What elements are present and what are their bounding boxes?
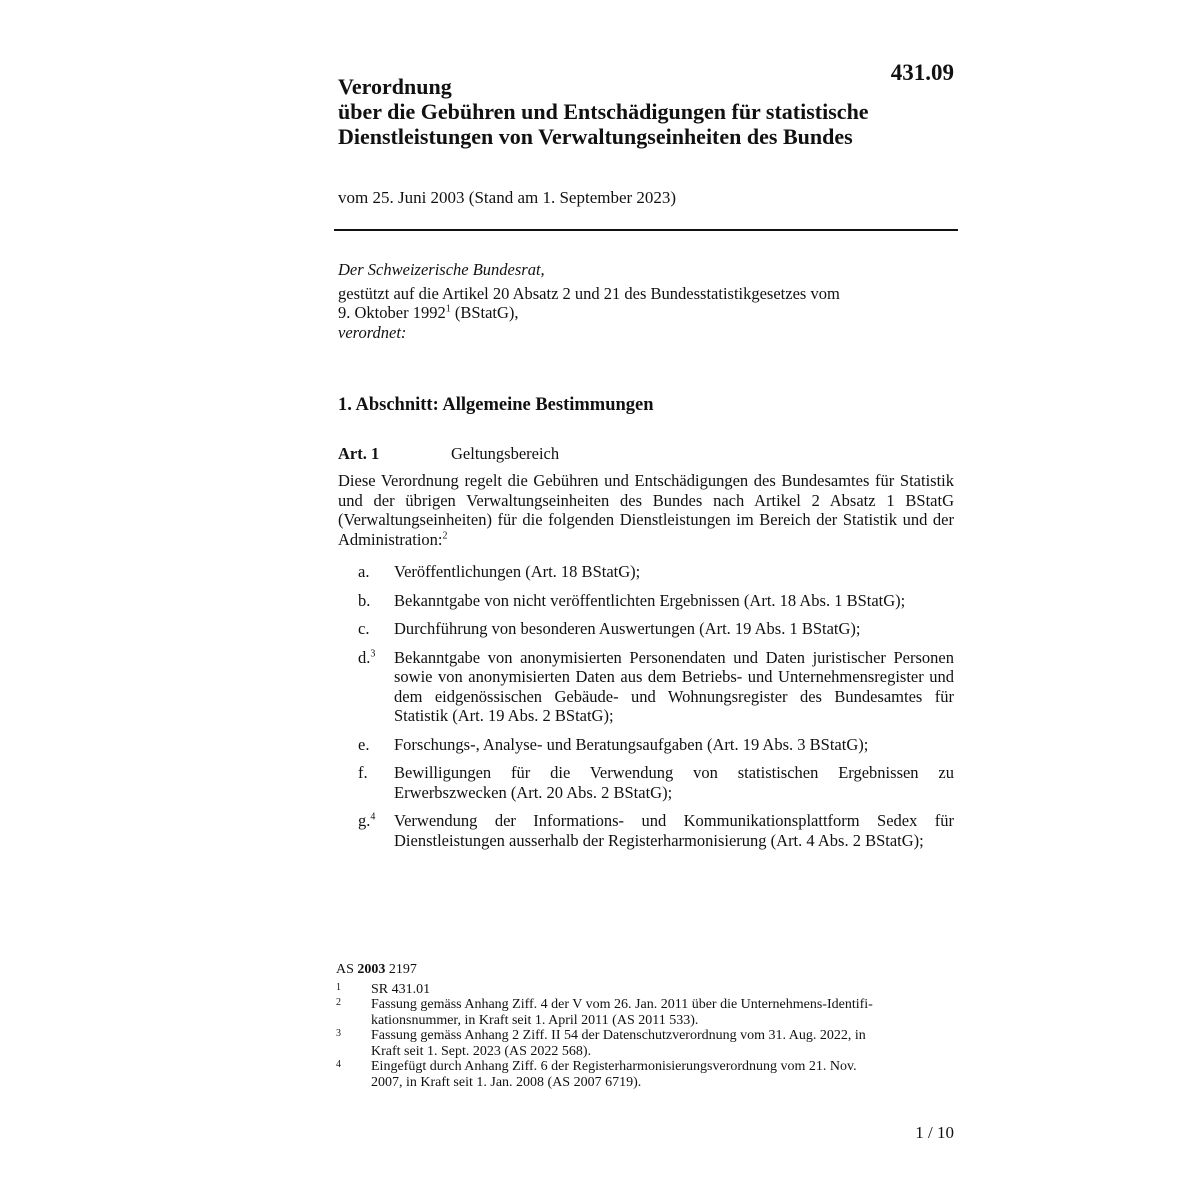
footnote-text [371,982,956,998]
footnote-line: Eingefügt durch Anhang Ziff. 6 der Registerharmonisierungsverordnung vom 21. Nov. [371,1059,857,1074]
list-item [338,562,954,582]
footnote [336,997,956,1028]
article-title: Geltungsbereich [451,444,560,463]
title-line: über die Gebühren und Entschädigungen für statistische [338,99,869,124]
footnote-ref[interactable]: 2 [442,530,448,541]
list-item-letter: b. [358,590,371,610]
preamble-authority: Der Schweizerische Bundesrat, [338,260,545,279]
page-number: 1 / 10 [915,1123,954,1142]
list-item-text: Bekanntgabe von nicht veröffentlichten Ergebnissen (Art. 18 Abs. 1 BStatG); [394,590,906,610]
article-intro [338,471,954,549]
section-heading: 1. Abschnitt: Allgemeine Bestimmungen [338,395,654,415]
footnote-text [371,997,956,1028]
title-line: Dienstleistungen von Verwaltungseinheiten des Bundes [338,124,853,149]
preamble-basis-abbrev: (BStatG), [450,303,519,322]
list-item [338,763,954,802]
preamble-basis-line2 [338,303,954,323]
footnote-line: SR 431.01 [371,981,431,997]
preamble [338,260,954,342]
sr-number: 431.09 [890,60,954,85]
footnotes-area [336,962,956,1090]
preamble-basis-line1: gestützt auf die Artikel 20 Absatz 2 und 21 des Bundesstatistikgesetzes vom [338,283,840,303]
article-header [338,444,559,464]
list-item-letter-text: d. [358,647,371,667]
as-page: 2197 [385,962,417,977]
footnote-number: 4 [336,1059,341,1070]
footnote-line: Fassung gemäss Anhang Ziff. 4 der V vom 26. Jan. 2011 über die Unternehmens-Identifi- [371,997,873,1012]
as-reference [336,962,956,978]
footnote-line: kationsnummer, in Kraft seit 1. April 2011 (AS 2011 533). [371,1012,699,1028]
service-list [338,562,954,859]
article-number: Art. 1 [338,444,380,463]
list-item [338,648,954,726]
as-prefix: AS [336,962,358,977]
list-item-text: Bekanntgabe von anonymisierten Personendaten und Daten juristischer Personen sowie von anonymisierten Daten aus dem Betriebs- und Unternehmensregister und dem eidgenössischen Gebäude- und Wohnungsregister des Bundesamtes für Statistik (Art. 19 Abs. 2 BStatG); [394,647,954,725]
ordinance-title [338,74,958,149]
list-item [338,735,954,755]
list-item-letter: f. [358,763,368,782]
footnote-line: Kraft seit 1. Sept. 2023 (AS 2022 568). [371,1043,592,1059]
list-item-letter: a. [358,562,370,581]
footnote-number: 3 [336,1028,341,1039]
footnote-ref[interactable]: 1 [445,303,451,315]
preamble-decree: verordnet: [338,322,407,342]
list-item-text: Forschungs-, Analyse- und Beratungsaufgaben (Art. 19 Abs. 3 BStatG); [394,734,869,754]
header-divider [334,229,958,231]
list-item-text: Veröffentlichungen (Art. 18 BStatG); [394,562,641,581]
preamble-basis-date: 9. Oktober 1992 [338,303,446,322]
footnote-number: 2 [336,997,341,1008]
list-item-letter-text: g. [358,811,371,830]
title-line: Verordnung [338,74,452,99]
list-item [338,591,954,611]
list-item-text: Durchführung von besonderen Auswertungen (Art. 19 Abs. 1 BStatG); [394,619,861,638]
date-line: vom 25. Juni 2003 (Stand am 1. September 2023) [338,188,677,207]
list-item-text: Verwendung der Informations- und Kommunikationsplattform Sedex für Dienstleistungen ausserhalb der Registerharmonisierung (Art. 4 Abs. 2 BStatG); [394,811,954,850]
footnote [336,1028,956,1059]
list-item-letter [338,811,394,850]
footnote-text [371,1028,956,1059]
footnote-line: Fassung gemäss Anhang 2 Ziff. II 54 der Datenschutzverordnung vom 31. Aug. 2022, in [371,1028,866,1043]
footnote [336,982,956,998]
list-item-letter [338,648,394,726]
list-item [338,619,954,639]
footnote-line: 2007, in Kraft seit 1. Jan. 2008 (AS 2007 6719). [371,1074,642,1090]
footnote-text [371,1059,956,1090]
list-item-letter: c. [358,619,370,638]
article-intro-text: Diese Verordnung regelt die Gebühren und Entschädigungen des Bundesamtes für Statistik und der übrigen Verwaltungseinheiten des Bundes nach Artikel 2 Absatz 1 BStatG (Verwaltungseinheiten) für die folgenden Dienstleistungen im Bereich der Statistik und der Administration: [338,471,954,549]
as-year: 2003 [357,962,386,977]
footnote [336,1059,956,1090]
list-item-text: Bewilligungen für die Verwendung von statistischen Ergebnissen zu Erwerbszwecken (Art. 20 Abs. 2 BStatG); [394,763,954,802]
list-item [338,811,954,850]
footnote-ref[interactable]: 3 [370,648,376,659]
footnote-number: 1 [336,981,341,993]
list-item-letter: e. [358,734,370,754]
footnote-ref[interactable]: 4 [370,811,376,823]
